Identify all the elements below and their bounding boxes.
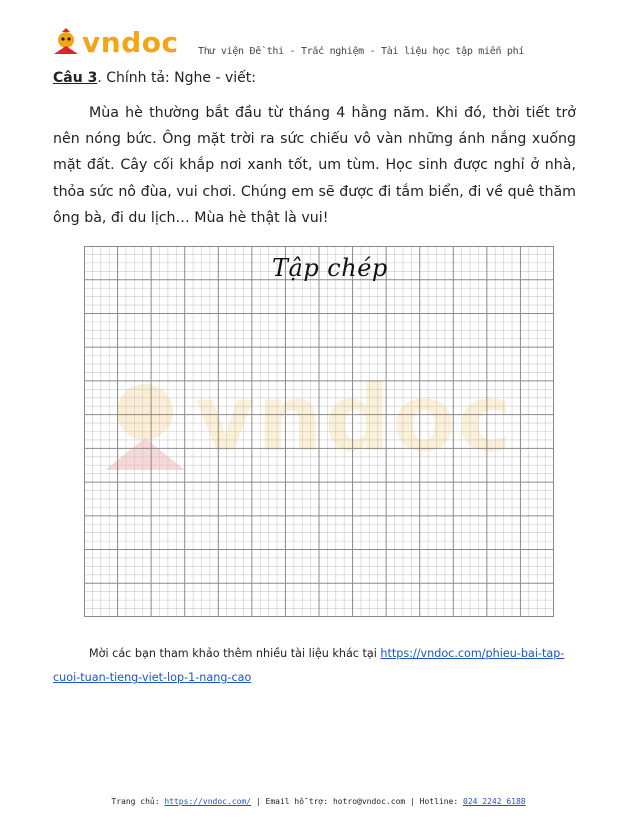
footer-home-link[interactable]: https://vndoc.com/	[164, 797, 252, 806]
grid-title: Tập chép	[272, 254, 388, 282]
question-label: Câu 3	[53, 70, 98, 86]
reference-paragraph	[53, 642, 583, 690]
footer-email-label: | Email hỗ trợ:	[251, 797, 333, 806]
header-tagline: Thư viện Đề thi - Trắc nghiệm - Tài liệu học tập miễn phí	[198, 46, 525, 57]
question-heading	[53, 70, 256, 86]
logo-text: vndoc	[82, 26, 179, 59]
footer-email: hotro@vndoc.com	[332, 797, 406, 806]
dictation-passage: Mùa hè thường bắt đầu từ tháng 4 hằng năm. Khi đó, thời tiết trở nên nóng bức. Ông mặt trời ra sức chiếu vô vàn những ánh nắng xuống mặt đất. Cây cối khắp nơi xanh tốt, um tùm. Học sinh được nghỉ ở nhà, thỏa sức nô đùa, vui chơi. Chúng em sẽ được đi tắm biển, đi về quê thăm ông bà, đi du lịch… Mùa hè thật là vui!	[53, 105, 576, 226]
vndoc-logo[interactable]	[50, 26, 185, 60]
watermark-text: vndoc	[195, 365, 515, 472]
reference-text: Mời các bạn tham khảo thêm nhiều tài liệu khác tại	[89, 647, 381, 660]
footer-hotline[interactable]: 024 2242 6188	[463, 797, 526, 806]
reference-link[interactable]: https://vndoc.com/phieu-bai-tap-cuoi-tuan-tieng-viet-lop-1-nang-cao	[53, 647, 565, 684]
grid-lines	[84, 246, 554, 617]
footer-home-label: Trang chủ:	[111, 797, 165, 806]
footer-hotline-label: | Hotline:	[405, 797, 463, 806]
page-footer	[0, 797, 637, 806]
question-text: . Chính tả: Nghe - viết:	[97, 70, 256, 86]
mascot-icon	[50, 28, 82, 58]
handwriting-grid	[84, 246, 554, 617]
